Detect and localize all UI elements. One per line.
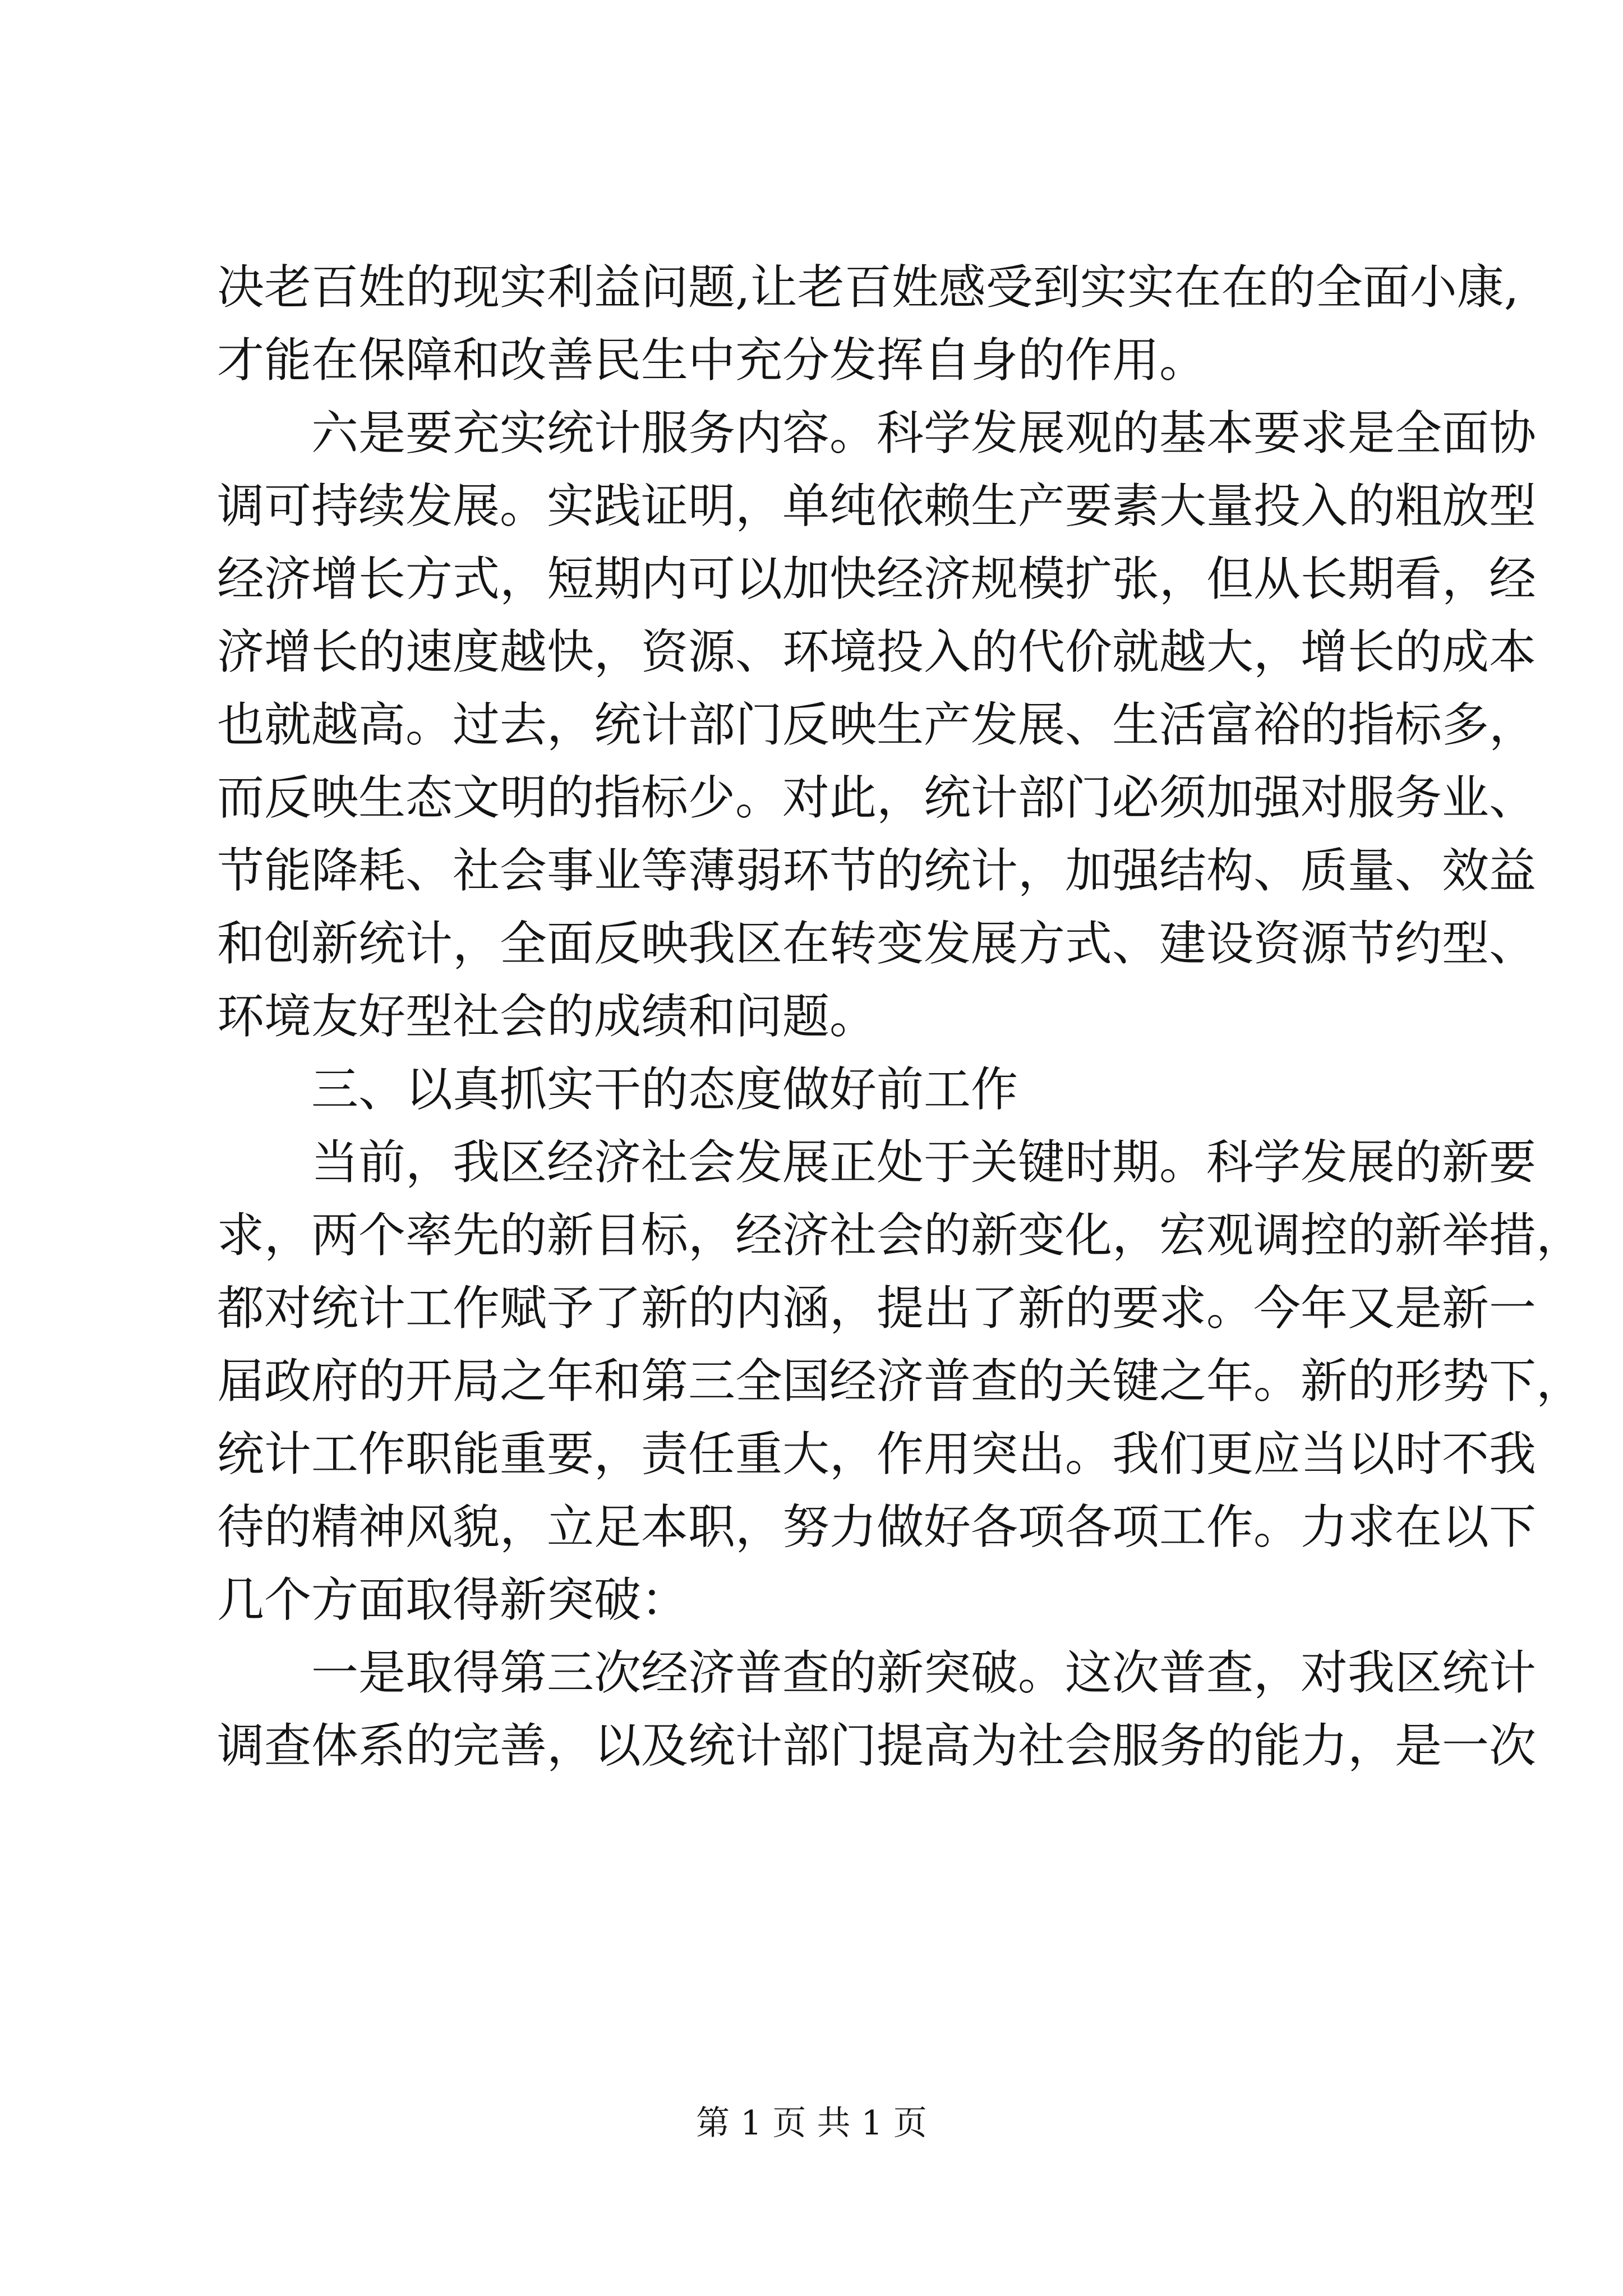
text-line: 环境友好型社会的成绩和问题。	[217, 989, 877, 1044]
text-line: 几个方面取得新突破：	[217, 1572, 689, 1627]
text-line: 统计工作职能重要，责任重大，作用突出。我们更应当以时不我	[217, 1427, 1537, 1481]
text-line: 而反映生态文明的指标少。对此，统计部门必须加强对服务业、	[217, 770, 1537, 825]
text-line: 调查体系的完善，以及统计部门提高为社会服务的能力，是一次	[217, 1718, 1537, 1773]
text-line: 和创新统计，全面反映我区在转变发展方式、建设资源节约型、	[217, 916, 1537, 971]
page-number-footer: 第 1 页 共 1 页	[696, 2104, 927, 2143]
paragraph-start-line: 当前，我区经济社会发展正处于关键时期。科学发展的新要	[311, 1135, 1537, 1190]
text-line: 待的精神风貌，立足本职，努力做好各项各项工作。力求在以下	[217, 1499, 1537, 1554]
text-line: 求，两个率先的新目标，经济社会的新变化，宏观调控的新举措，	[217, 1208, 1584, 1263]
text-line: 济增长的速度越快，资源、环境投入的代价就越大，增长的成本	[217, 624, 1537, 679]
text-line: 节能降耗、社会事业等薄弱环节的统计，加强结构、质量、效益	[217, 843, 1537, 898]
paragraph-start-line: 六是要充实统计服务内容。科学发展观的基本要求是全面协	[311, 406, 1537, 461]
section-heading: 三、以真抓实干的态度做好前工作	[311, 1062, 1018, 1117]
paragraph-start-line: 一是取得第三次经济普查的新突破。这次普查，对我区统计	[311, 1645, 1537, 1700]
text-line: 经济增长方式，短期内可以加快经济规模扩张，但从长期看，经	[217, 551, 1537, 606]
body-text	[217, 251, 1584, 1782]
text-line: 也就越高。过去，统计部门反映生产发展、生活富裕的指标多，	[217, 697, 1537, 752]
text-line: 决老百姓的现实利益问题,让老百姓感受到实实在在的全面小康,	[217, 260, 1519, 315]
text-line: 届政府的开局之年和第三全国经济普查的关键之年。新的形势下，	[217, 1354, 1584, 1409]
text-line: 调可持续发展。实践证明，单纯依赖生产要素大量投入的粗放型	[217, 478, 1537, 533]
text-line: 才能在保障和改善民生中充分发挥自身的作用。	[217, 333, 1207, 388]
text-line: 都对统计工作赋予了新的内涵，提出了新的要求。今年又是新一	[217, 1281, 1537, 1336]
